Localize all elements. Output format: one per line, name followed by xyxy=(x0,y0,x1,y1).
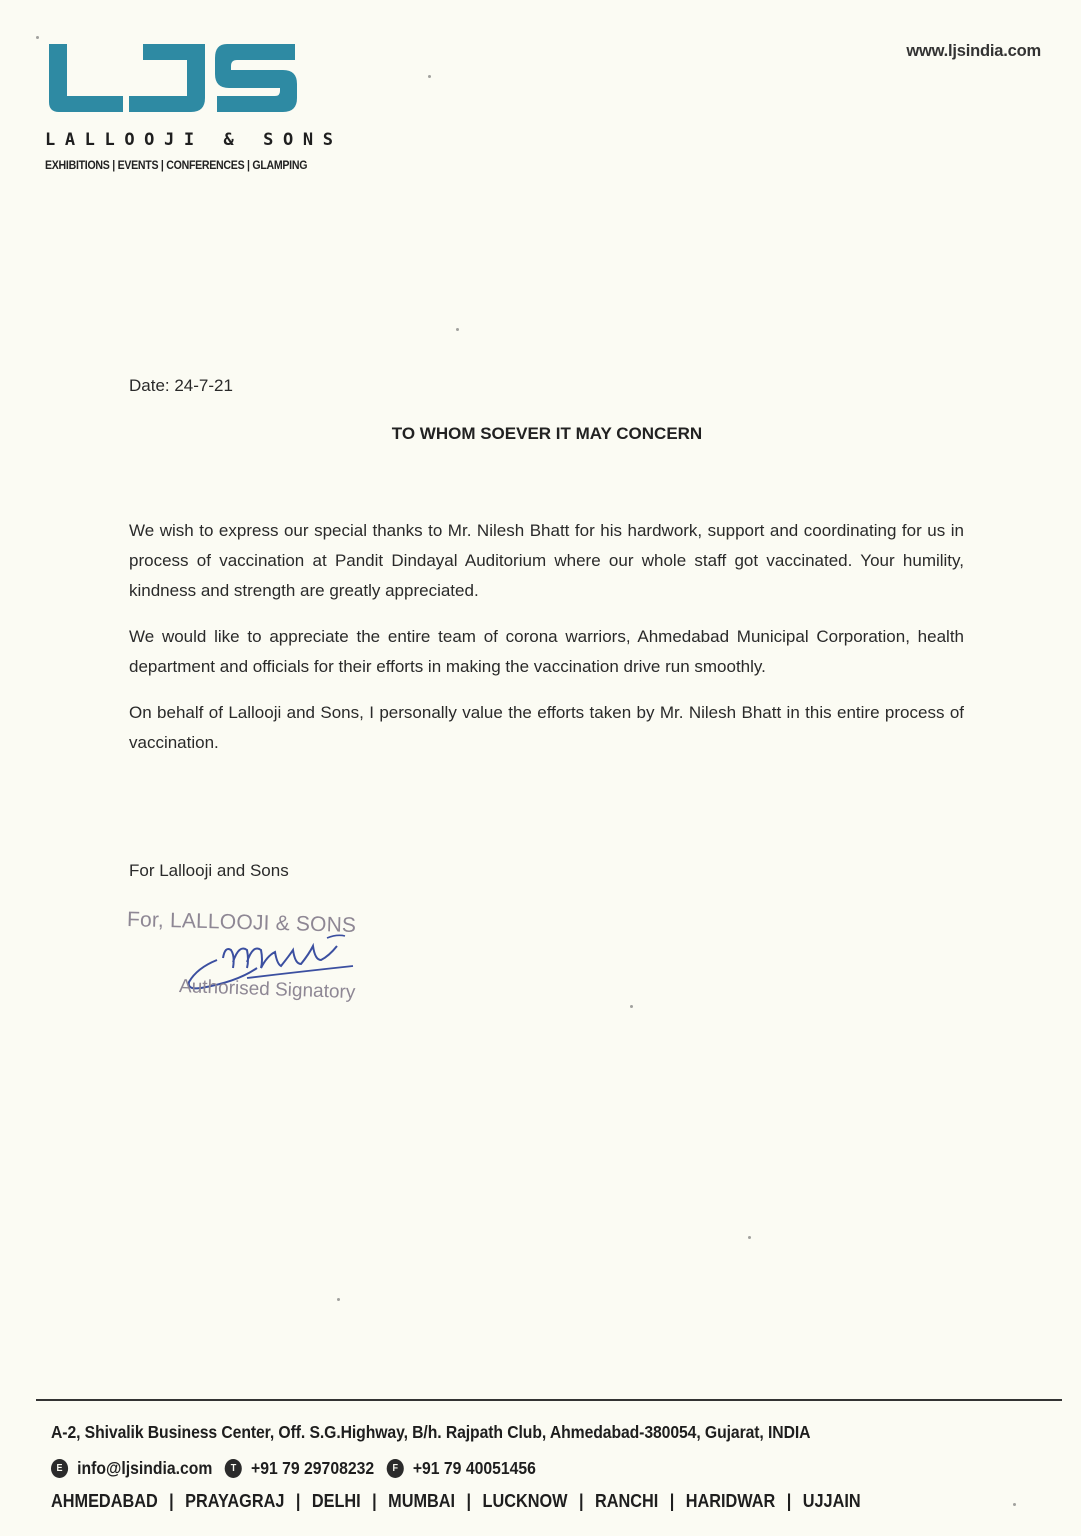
city-ahmedabad: AHMEDABAD xyxy=(51,1490,158,1511)
city-delhi: DELHI xyxy=(311,1490,361,1511)
letter-subject: TO WHOM SOEVER IT MAY CONCERN xyxy=(391,424,703,443)
fax-icon: F xyxy=(387,1459,404,1478)
body-paragraph-2: We would like to appreciate the entire team of corona warriors, Ahmedabad Municipal Corporation, health department and officials for their efforts in making the vaccination drive run smoothly. xyxy=(129,627,964,676)
stamp-company-line: For, LALLOOJI & SONS xyxy=(126,908,357,937)
contact-fax-value: +91 79 40051456 xyxy=(412,1458,536,1478)
letter-body xyxy=(129,516,964,774)
scan-speck xyxy=(456,328,459,331)
body-paragraph-3: On behalf of Lallooji and Sons, I personally value the efforts taken by Mr. Nilesh Bhatt in this entire process of vaccination. xyxy=(129,703,964,752)
city-separator: | xyxy=(372,1490,377,1511)
contact-telephone-value: +91 79 29708232 xyxy=(251,1458,375,1478)
email-icon: E xyxy=(51,1459,68,1478)
scan-speck xyxy=(428,75,431,78)
company-stamp xyxy=(127,904,397,1014)
scan-speck xyxy=(36,36,39,39)
company-tagline: EXHIBITIONS | EVENTS | CONFERENCES | GLAMPING xyxy=(45,160,308,172)
city-separator: | xyxy=(669,1490,675,1511)
city-separator: | xyxy=(169,1490,174,1511)
city-ranchi: RANCHI xyxy=(594,1490,659,1511)
city-separator: | xyxy=(295,1490,301,1511)
company-logo xyxy=(45,40,343,172)
city-separator: | xyxy=(786,1490,792,1511)
contact-email-value: info@ljsindia.com xyxy=(77,1458,213,1478)
footer-city-list xyxy=(51,1490,861,1512)
city-ujjain: UJJAIN xyxy=(802,1490,861,1511)
contact-telephone[interactable] xyxy=(225,1458,374,1479)
footer-contacts xyxy=(51,1458,549,1479)
body-paragraph-1: We wish to express our special thanks to Mr. Nilesh Bhatt for his hardwork, support and coordinating for us in process of vaccination at Pandit Dindayal Auditorium where our whole staff got vaccinated. Your humility, kindness and strength are greatly appreciated. xyxy=(129,521,964,600)
ljs-logo-mark xyxy=(45,40,300,116)
footer-address: A-2, Shivalik Business Center, Off. S.G.Highway, B/h. Rajpath Club, Ahmedabad-380054, Gujarat, INDIA xyxy=(51,1422,811,1442)
scan-speck xyxy=(630,1005,633,1008)
city-separator: | xyxy=(578,1490,584,1511)
scan-speck xyxy=(337,1298,340,1301)
contact-email[interactable] xyxy=(51,1458,212,1479)
scan-speck xyxy=(1013,1503,1016,1506)
city-lucknow: LUCKNOW xyxy=(482,1490,568,1511)
city-haridwar: HARIDWAR xyxy=(685,1490,776,1511)
contact-fax[interactable] xyxy=(387,1458,536,1479)
scan-speck xyxy=(748,1236,751,1239)
city-prayagraj: PRAYAGRAJ xyxy=(185,1490,285,1511)
company-name: LALLOOJI & SONS xyxy=(45,130,343,150)
letter-closing: For Lallooji and Sons xyxy=(129,861,289,880)
website-link[interactable]: www.ljsindia.com xyxy=(906,42,1041,60)
city-mumbai: MUMBAI xyxy=(388,1490,456,1511)
city-separator: | xyxy=(466,1490,472,1511)
telephone-icon: T xyxy=(225,1459,242,1478)
footer-divider xyxy=(36,1399,1062,1401)
letter-date: Date: 24-7-21 xyxy=(129,376,233,395)
stamp-signatory-line: Authorised Signatory xyxy=(178,976,356,1004)
